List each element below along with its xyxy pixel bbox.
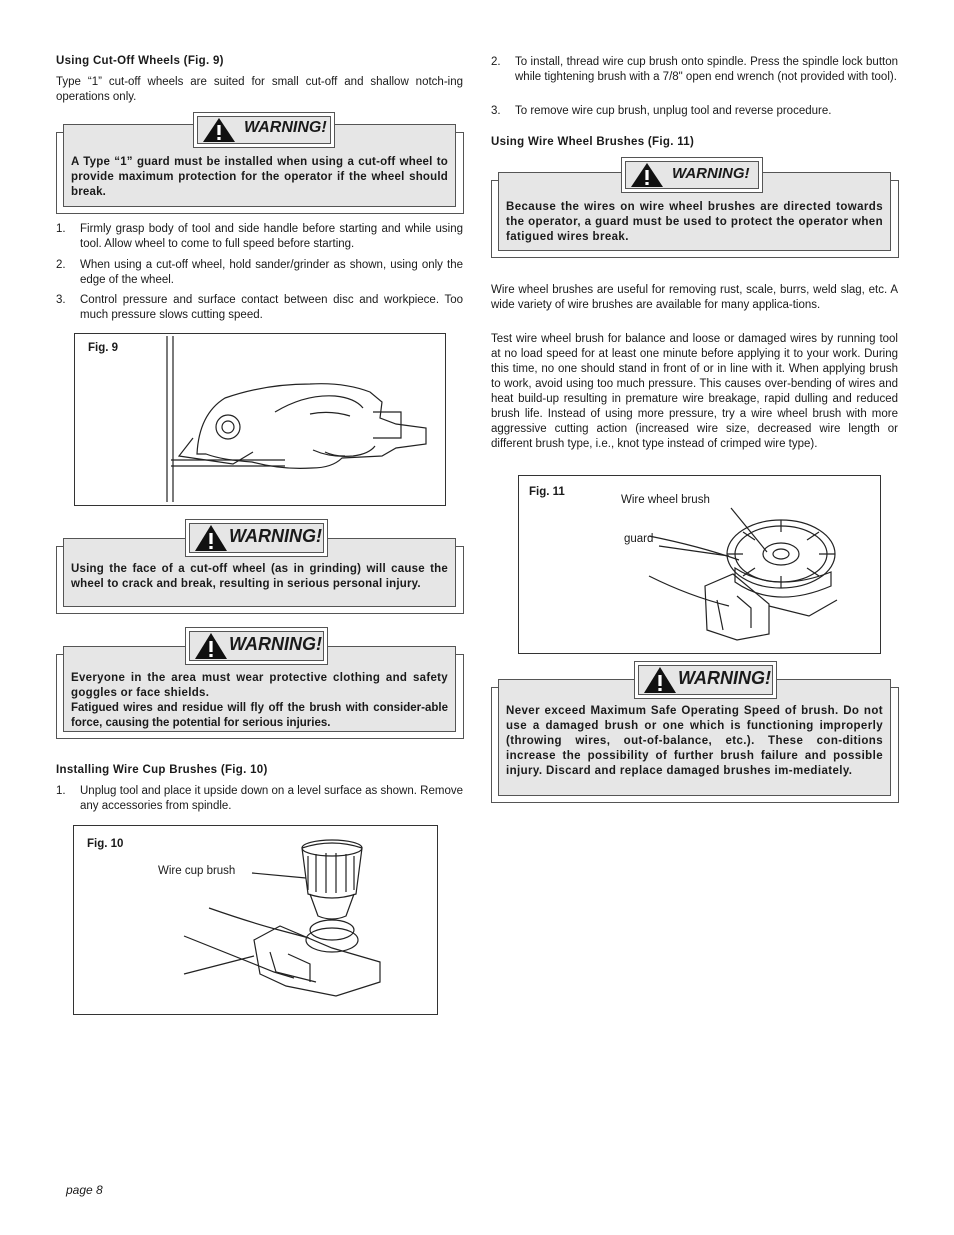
warning-label-3: WARNING! <box>229 634 322 654</box>
warning-text-2: Using the face of a cut-off wheel (as in grinding) will cause the wheel to crack and break, resulting in serious personal injury. <box>71 563 448 590</box>
grinder-cutoff-illustration <box>75 334 445 505</box>
warning-triangle-icon <box>643 666 677 694</box>
warning-label-1: WARNING! <box>244 119 327 136</box>
warning-text-4: Because the wires on wire wheel brushes are directed towards the operator, a guard must be used to protect the operator when fatigued wires break. <box>506 201 883 243</box>
figure-10-label: Fig. 10 <box>87 838 124 850</box>
wire-cup-brush-illustration <box>74 826 437 1014</box>
warning-text-3b: Fatigued wires and residue will fly off the brush with consider-able force, causing the potential for serious injuries. <box>71 702 448 729</box>
section-heading-cup: Installing Wire Cup Brushes (Fig. 10) <box>56 764 268 776</box>
list-item: 2. When using a cut-off wheel, hold sander/grinder as shown, using only the edge of the wheel. <box>56 259 463 286</box>
warning-text-5: Never exceed Maximum Safe Operating Speed of brush. Do not use a damaged brush or one which is functioning improperly (throwing wires, out-of-balance, etc.). These con-ditions increase the possibility of further brush failure and possible injury. Discard and replace damaged brushes im-mediately. <box>506 705 883 777</box>
figure-10-caption: Wire cup brush <box>158 865 236 877</box>
cutoff-intro: Type “1” cut-off wheels are suited for small cut-off and shallow notch-ing operations only. <box>56 76 463 103</box>
list-item: 1. Unplug tool and place it upside down on a level surface as shown. Remove any accessories from spindle. <box>56 785 463 812</box>
section-heading-cutoff: Using Cut-Off Wheels (Fig. 9) <box>56 55 224 67</box>
warning-tab-1 <box>193 112 335 148</box>
paragraph-1: Wire wheel brushes are useful for removing rust, scale, burrs, weld slag, etc. A wide variety of wire brushes are available for many applica-tions. <box>491 284 898 311</box>
figure-10 <box>73 825 438 1015</box>
figure-11-caption-brush: Wire wheel brush <box>621 494 710 506</box>
warning-tab-2 <box>185 519 328 557</box>
warning-triangle-icon <box>630 162 664 188</box>
warning-text-1: A Type “1” guard must be installed when using a cut-off wheel to provide maximum protection for the operator if the wheel should break. <box>71 156 448 198</box>
wire-wheel-brush-illustration <box>519 476 880 653</box>
figure-9-label: Fig. 9 <box>88 342 119 354</box>
list-item: 1. Firmly grasp body of tool and side handle before starting and while using tool. Allow wheel to come to full speed before starting. <box>56 223 463 250</box>
warning-label-2: WARNING! <box>229 526 322 546</box>
list-item: 2. To install, thread wire cup brush onto spindle. Press the spindle lock button while tightening brush with a 7/8" open end wrench (not provided with tool). <box>491 56 898 83</box>
list-item: 3. To remove wire cup brush, unplug tool and reverse procedure. <box>491 105 832 117</box>
warning-tab-4 <box>621 157 763 193</box>
warning-label-4: WARNING! <box>672 165 750 182</box>
page-number: page 8 <box>66 1183 103 1197</box>
warning-tab-5 <box>634 661 777 699</box>
figure-9 <box>74 333 446 506</box>
section-heading-wheel: Using Wire Wheel Brushes (Fig. 11) <box>491 136 695 148</box>
warning-label-5: WARNING! <box>678 668 771 688</box>
figure-11-label: Fig. 11 <box>529 486 565 498</box>
list-item: 3. Control pressure and surface contact between disc and workpiece. Too much pressure slows cutting speed. <box>56 294 463 321</box>
warning-triangle-icon <box>194 524 228 552</box>
paragraph-2: Test wire wheel brush for balance and loose or damaged wires by running tool at no load speed for at least one minute before applying it to your work. During this time, no one should stand in front of or in line with it. When applying brush to work, avoid using too much pressure. This causes over-bending of wires and heat build-up resulting in premature wire breakage, rapid dulling and reduced brush life. Instead of using more pressure, try a wire wheel brush with more aggressive cutting action (increased wire size, decreased wire length or different brush type, i.e., knot type instead of crimped wire type). <box>491 333 898 450</box>
figure-11-caption-guard: guard <box>624 533 654 545</box>
warning-triangle-icon <box>202 117 236 143</box>
warning-tab-3 <box>185 627 328 665</box>
warning-triangle-icon <box>194 632 228 660</box>
warning-text-3: Everyone in the area must wear protective clothing and safety goggles or face shields. <box>71 672 448 699</box>
figure-11 <box>518 475 881 654</box>
